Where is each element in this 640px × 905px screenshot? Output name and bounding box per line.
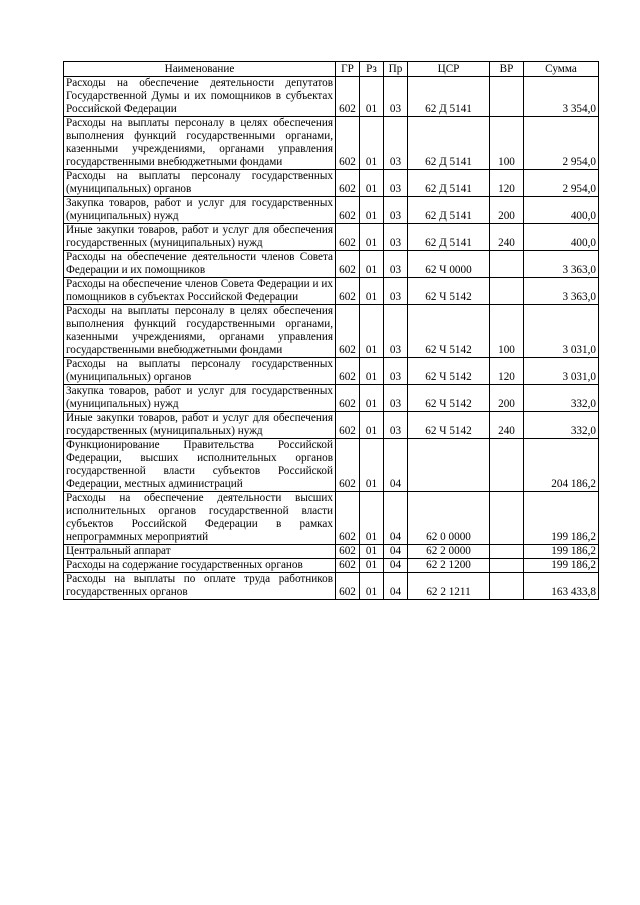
cell-rz: 01 [360,573,384,600]
cell-sum: 400,0 [524,197,599,224]
cell-name: Расходы на обеспечение членов Совета Федерации и их помощников в субъектах Российской Федерации [64,278,336,305]
cell-csr: 62 2 1211 [408,573,490,600]
cell-sum: 3 031,0 [524,305,599,358]
cell-sum: 3 031,0 [524,358,599,385]
cell-vr: 240 [490,224,524,251]
cell-rz: 01 [360,358,384,385]
cell-sum: 2 954,0 [524,117,599,170]
table-row [64,492,599,545]
cell-sum: 3 363,0 [524,278,599,305]
cell-name: Расходы на выплаты персоналу в целях обеспечения выполнения функций государственными органами, казенными учреждениями, органами управления государственными внебюджетными фондами [64,305,336,358]
cell-gr: 602 [336,385,360,412]
cell-vr [490,278,524,305]
header-sum: Сумма [524,62,599,77]
header-rz: Рз [360,62,384,77]
cell-vr [490,545,524,559]
cell-csr: 62 Д 5141 [408,77,490,117]
cell-sum: 2 954,0 [524,170,599,197]
table-row [64,559,599,573]
table-row [64,412,599,439]
cell-vr [490,439,524,492]
cell-vr: 100 [490,305,524,358]
cell-gr: 602 [336,545,360,559]
cell-vr [490,492,524,545]
cell-sum: 199 186,2 [524,559,599,573]
cell-name: Расходы на выплаты персоналу государственных (муниципальных) органов [64,358,336,385]
cell-rz: 01 [360,545,384,559]
cell-name: Закупка товаров, работ и услуг для государственных (муниципальных) нужд [64,385,336,412]
cell-name: Иные закупки товаров, работ и услуг для обеспечения государственных (муниципальных) нужд [64,224,336,251]
cell-gr: 602 [336,197,360,224]
table-row [64,251,599,278]
header-pr: Пр [384,62,408,77]
cell-rz: 01 [360,77,384,117]
cell-rz: 01 [360,492,384,545]
cell-rz: 01 [360,559,384,573]
cell-pr: 03 [384,117,408,170]
cell-gr: 602 [336,573,360,600]
cell-gr: 602 [336,439,360,492]
cell-csr: 62 0 0000 [408,492,490,545]
cell-vr: 120 [490,358,524,385]
table-row [64,170,599,197]
cell-sum: 199 186,2 [524,492,599,545]
cell-vr [490,573,524,600]
cell-sum: 332,0 [524,385,599,412]
cell-gr: 602 [336,412,360,439]
header-name: Наименование [64,62,336,77]
cell-csr: 62 Д 5141 [408,117,490,170]
cell-pr: 03 [384,224,408,251]
cell-csr: 62 Ч 0000 [408,251,490,278]
table-row [64,117,599,170]
cell-gr: 602 [336,77,360,117]
cell-pr: 03 [384,170,408,197]
cell-gr: 602 [336,358,360,385]
cell-sum: 163 433,8 [524,573,599,600]
cell-rz: 01 [360,278,384,305]
cell-name: Закупка товаров, работ и услуг для государственных (муниципальных) нужд [64,197,336,224]
cell-gr: 602 [336,224,360,251]
cell-rz: 01 [360,439,384,492]
cell-name: Расходы на выплаты по оплате труда работников государственных органов [64,573,336,600]
cell-vr [490,77,524,117]
cell-name: Расходы на обеспечение деятельности депутатов Государственной Думы и их помощников в субъектах Российской Федерации [64,77,336,117]
cell-rz: 01 [360,117,384,170]
cell-sum: 332,0 [524,412,599,439]
cell-pr: 04 [384,492,408,545]
cell-csr: 62 Д 5141 [408,170,490,197]
cell-pr: 04 [384,573,408,600]
cell-pr: 03 [384,278,408,305]
table-row [64,278,599,305]
cell-rz: 01 [360,197,384,224]
cell-sum: 3 354,0 [524,77,599,117]
budget-table [63,61,599,600]
table-row [64,224,599,251]
cell-pr: 04 [384,559,408,573]
cell-csr [408,439,490,492]
cell-csr: 62 Ч 5142 [408,278,490,305]
cell-name: Функционирование Правительства Российской Федерации, высших исполнительных органов государственной власти субъектов Российской Федерации, местных администраций [64,439,336,492]
cell-gr: 602 [336,278,360,305]
table-row [64,385,599,412]
cell-name: Центральный аппарат [64,545,336,559]
cell-rz: 01 [360,305,384,358]
cell-vr [490,559,524,573]
cell-gr: 602 [336,559,360,573]
cell-sum: 400,0 [524,224,599,251]
header-vr: ВР [490,62,524,77]
table-header-row [64,62,599,77]
cell-pr: 03 [384,358,408,385]
cell-sum: 3 363,0 [524,251,599,278]
cell-sum: 204 186,2 [524,439,599,492]
cell-vr [490,251,524,278]
cell-name: Расходы на обеспечение деятельности высших исполнительных органов государственной власти субъектов Российской Федерации в рамках непрограммных мероприятий [64,492,336,545]
cell-vr: 100 [490,117,524,170]
cell-vr: 240 [490,412,524,439]
cell-csr: 62 2 1200 [408,559,490,573]
cell-csr: 62 Ч 5142 [408,412,490,439]
cell-csr: 62 Д 5141 [408,224,490,251]
cell-name: Расходы на выплаты персоналу в целях обеспечения выполнения функций государственными органами, казенными учреждениями, органами управления государственными внебюджетными фондами [64,117,336,170]
cell-rz: 01 [360,170,384,197]
cell-gr: 602 [336,170,360,197]
cell-pr: 04 [384,545,408,559]
cell-csr: 62 Ч 5142 [408,305,490,358]
cell-pr: 03 [384,412,408,439]
table-row [64,305,599,358]
cell-name: Расходы на содержание государственных органов [64,559,336,573]
header-csr: ЦСР [408,62,490,77]
cell-name: Расходы на обеспечение деятельности членов Совета Федерации и их помощников [64,251,336,278]
cell-rz: 01 [360,251,384,278]
table-row [64,358,599,385]
cell-gr: 602 [336,251,360,278]
cell-pr: 03 [384,197,408,224]
cell-csr: 62 Ч 5142 [408,385,490,412]
cell-csr: 62 Ч 5142 [408,358,490,385]
table-row [64,197,599,224]
table-row [64,77,599,117]
cell-name: Иные закупки товаров, работ и услуг для обеспечения государственных (муниципальных) нужд [64,412,336,439]
table-row [64,545,599,559]
cell-gr: 602 [336,492,360,545]
header-gr: ГР [336,62,360,77]
cell-sum: 199 186,2 [524,545,599,559]
cell-pr: 03 [384,305,408,358]
cell-pr: 03 [384,77,408,117]
cell-pr: 03 [384,385,408,412]
cell-rz: 01 [360,412,384,439]
cell-gr: 602 [336,117,360,170]
cell-name: Расходы на выплаты персоналу государственных (муниципальных) органов [64,170,336,197]
table-row [64,439,599,492]
cell-rz: 01 [360,385,384,412]
cell-vr: 120 [490,170,524,197]
cell-csr: 62 Д 5141 [408,197,490,224]
cell-vr: 200 [490,385,524,412]
cell-pr: 03 [384,251,408,278]
table-row [64,573,599,600]
cell-vr: 200 [490,197,524,224]
cell-csr: 62 2 0000 [408,545,490,559]
cell-gr: 602 [336,305,360,358]
cell-rz: 01 [360,224,384,251]
cell-pr: 04 [384,439,408,492]
